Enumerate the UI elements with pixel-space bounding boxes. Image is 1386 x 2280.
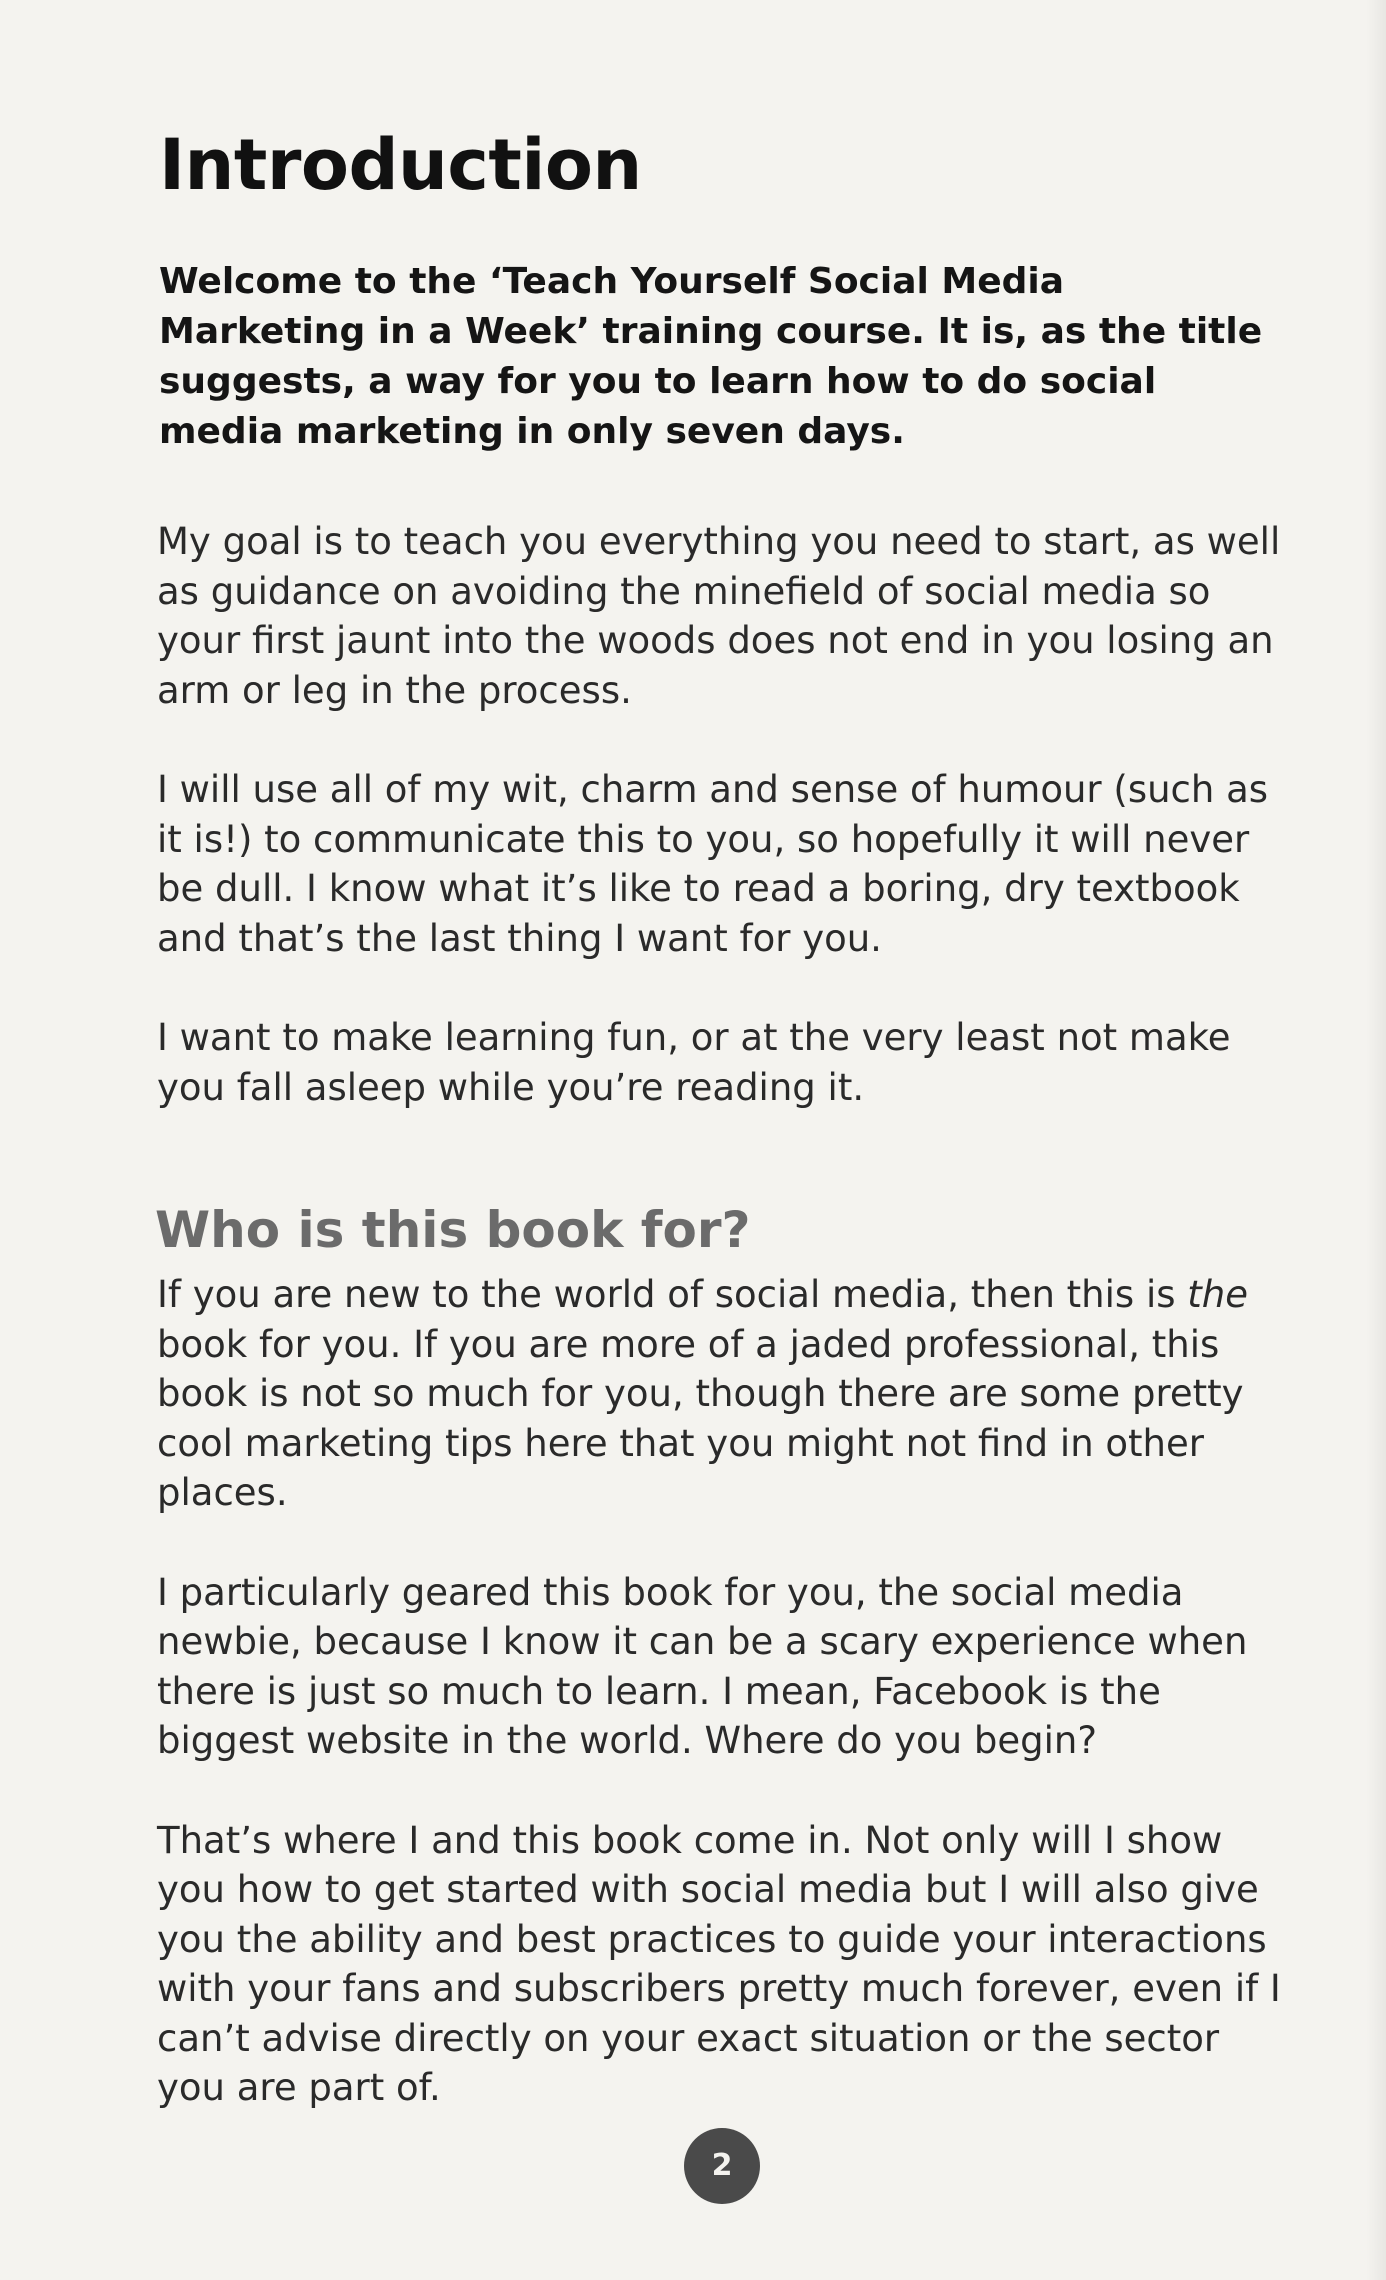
page-title: Introduction	[159, 124, 642, 206]
intro-bold-paragraph: Welcome to the ‘Teach Yourself Social Media Marketing in a Week’ training course. It is, as the title suggests, a way for you to learn how to do social media marketing in only seven days.	[159, 261, 1263, 452]
page-content	[155, 125, 1305, 2163]
body-paragraph: My goal is to teach you everything you need to start, as well as guidance on avoiding the minefield of social media so your first jaunt into the woods does not end in you losing an arm or leg in the process.	[157, 520, 1281, 712]
page-number-badge: 2	[684, 2128, 760, 2204]
section-paragraph: That’s where I and this book come in. Not only will I show you how to get started with social media but I will also give you the ability and best practices to guide your interactions with your fans and subscribers pretty much forever, even if I can’t advise directly on your exact situation or the sector you are part of.	[157, 1818, 1281, 2109]
section-paragraph	[157, 1270, 1297, 1518]
emphasis-text: the	[1187, 1273, 1249, 1316]
body-paragraph: I want to make learning fun, or at the very least not make you fall asleep while you’re reading it.	[157, 1016, 1231, 1109]
section-paragraph: I particularly geared this book for you, the social media newbie, because I know it can be a scary experience when there is just so much to learn. I mean, Facebook is the biggest website in the world. Where do you begin?	[157, 1570, 1248, 1762]
section-heading: Who is this book for?	[155, 1201, 751, 1259]
section-paragraph-text: book for you. If you are more of a jaded professional, this book is not so much for you, though there are some pretty cool marketing tips here that you might not find in other places.	[157, 1322, 1244, 1514]
section-paragraph-text: If you are new to the world of social media, then this is	[157, 1273, 1188, 1316]
page-edge-shadow	[1366, 0, 1386, 2280]
body-paragraph: I will use all of my wit, charm and sense of humour (such as it is!) to communicate this to you, so hopefully it will never be dull. I know what it’s like to read a boring, dry textbook and that’s the last thing I want for you.	[157, 768, 1269, 960]
